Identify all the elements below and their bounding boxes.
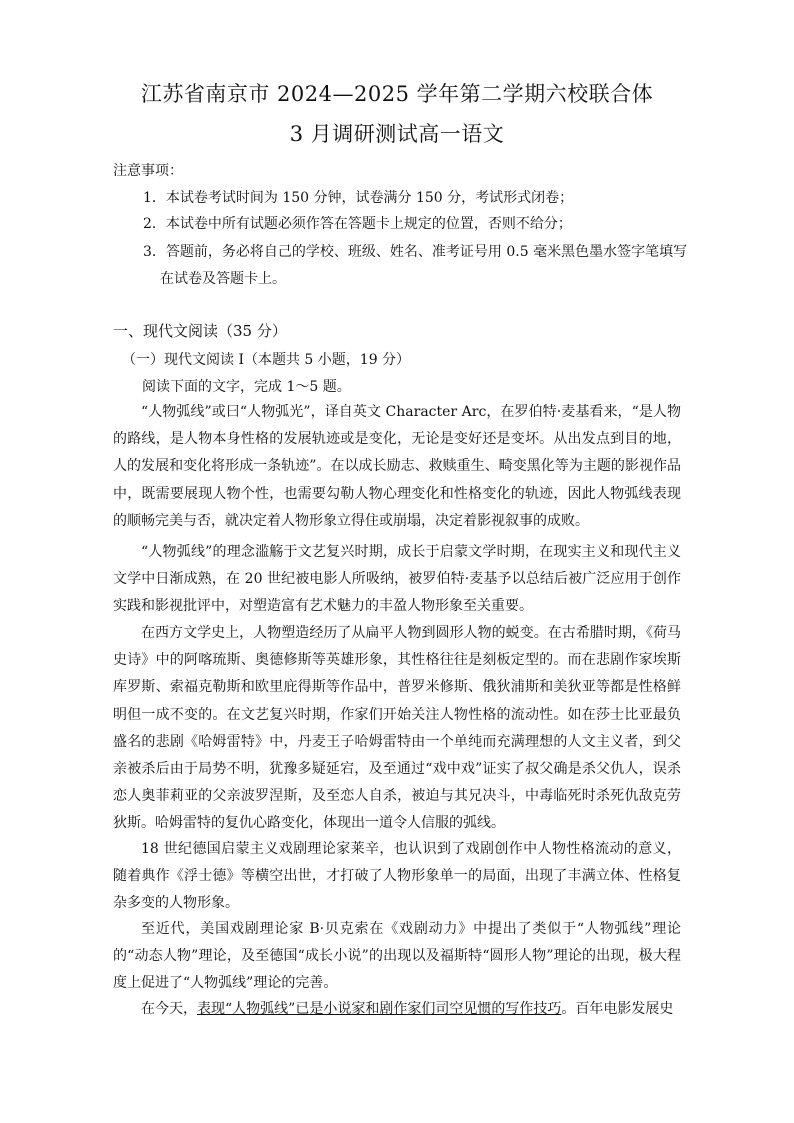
paragraph-4: 18 世纪德国启蒙主义戏剧理论家莱辛，也认识到了戏剧创作中人物性格流动的意义，随着典作《浮士德》等横空出世，才打破了人物形象单一的局面，出现了丰满立体、性格复杂多变的人物形象。 [113, 841, 681, 912]
paragraph-5: 至近代，美国戏剧理论家 B·贝克索在《戏剧动力》中提出了类似于“人物弧线”理论的“动态人物”理论，及至德国“成长小说”的出现以及福斯特“圆形人物”理论的出现，极大程度上促进了“人物弧线”理论的完善。 [113, 921, 681, 992]
paragraph-6-tail: 。百年电影发展史 [561, 1001, 674, 1017]
underlined-sentence: 表现“人物弧线”已是小说家和剧作家们司空见惯的写作技巧 [197, 1001, 562, 1017]
subsection-heading: （一）现代文阅读 I（本题共 5 小题，19 分） [122, 352, 411, 368]
paragraph-3: 在西方文学史上，人物塑造经历了从扁平人物到圆形人物的蜕变。在古希腊时期，《荷马史诗》中的阿喀琉斯、奥德修斯等英雄形象，其性格往往是刻板定型的。而在悲剧作家埃斯库罗斯、索福克勒斯和欧里庇得斯等作品中，普罗米修斯、俄狄浦斯和美狄亚等都是性格鲜明但一成不变的。在文艺复兴时期，作家们开始关注人物性格的流动性。如在莎士比亚最负盛名的悲剧《哈姆雷特》中，丹麦王子哈姆雷特由一个单纯而充满理想的人文主义者，到父亲被杀后由于局势不明，犹豫多疑延宕，及至通过“戏中戏”证实了叔父确是杀父仇人，误杀恋人奥菲莉亚的父亲波罗涅斯，及至恋人自杀，被迫与其兄决斗，中毒临死时杀死仇敌克劳狄斯。哈姆雷特的复仇心路变化，体现出一道令人信服的弧线。 [113, 625, 681, 832]
paragraph-6 [113, 996, 681, 1023]
note-item-3: 3．答题前，务必将自己的学校、班级、姓名、准考证号用 0.5 毫米黑色墨水签字笔填写 [143, 244, 688, 260]
reading-instruction: 阅读下面的文字，完成 1～5 题。 [142, 379, 351, 395]
notes-heading: 注意事项： [113, 163, 183, 179]
paragraph-2: “人物弧线”的理念滥觞于文艺复兴时期，成长于启蒙文学时期，在现实主义和现代主义文学中日渐成熟，在 20 世纪被电影人所吸纳，被罗伯特·麦基予以总结后被广泛应用于创作实践和影视批评中，对塑造富有艺术魅力的丰盈人物形象至关重要。 [113, 544, 681, 615]
exam-title-line2: 3 月调研测试高一语文 [289, 122, 505, 146]
note-item-1: 1．本试卷考试时间为 150 分钟，试卷满分 150 分，考试形式闭卷； [143, 190, 574, 206]
section-heading: 一、现代文阅读（35 分） [113, 322, 287, 340]
note-item-3-continuation: 在试卷及答题卡上。 [160, 271, 286, 287]
paragraph-1: “人物弧线”或曰“人物弧光”，译自英文 Character Arc，在罗伯特·麦基看来，“是人物的路线，是人物本身性格的发展轨迹或是变化，无论是变好还是变坏。从出发点到目的地，人的发展和变化将形成一条轨迹”。在以成长励志、救赎重生、畸变黑化等为主题的影视作品中，既需要展现人物个性，也需要勾勒人物心理变化和性格变化的轨迹，因此人物弧线表现的顺畅完美与否，就决定着人物形象立得住或崩塌，决定着影视叙事的成败。 [113, 404, 681, 529]
exam-title-line1: 江苏省南京市 2024—2025 学年第二学期六校联合体 [140, 82, 654, 106]
note-item-2: 2．本试卷中所有试题必须作答在答题卡上规定的位置，否则不给分； [143, 216, 572, 232]
paragraph-6-lead: 在今天， [141, 1001, 197, 1017]
